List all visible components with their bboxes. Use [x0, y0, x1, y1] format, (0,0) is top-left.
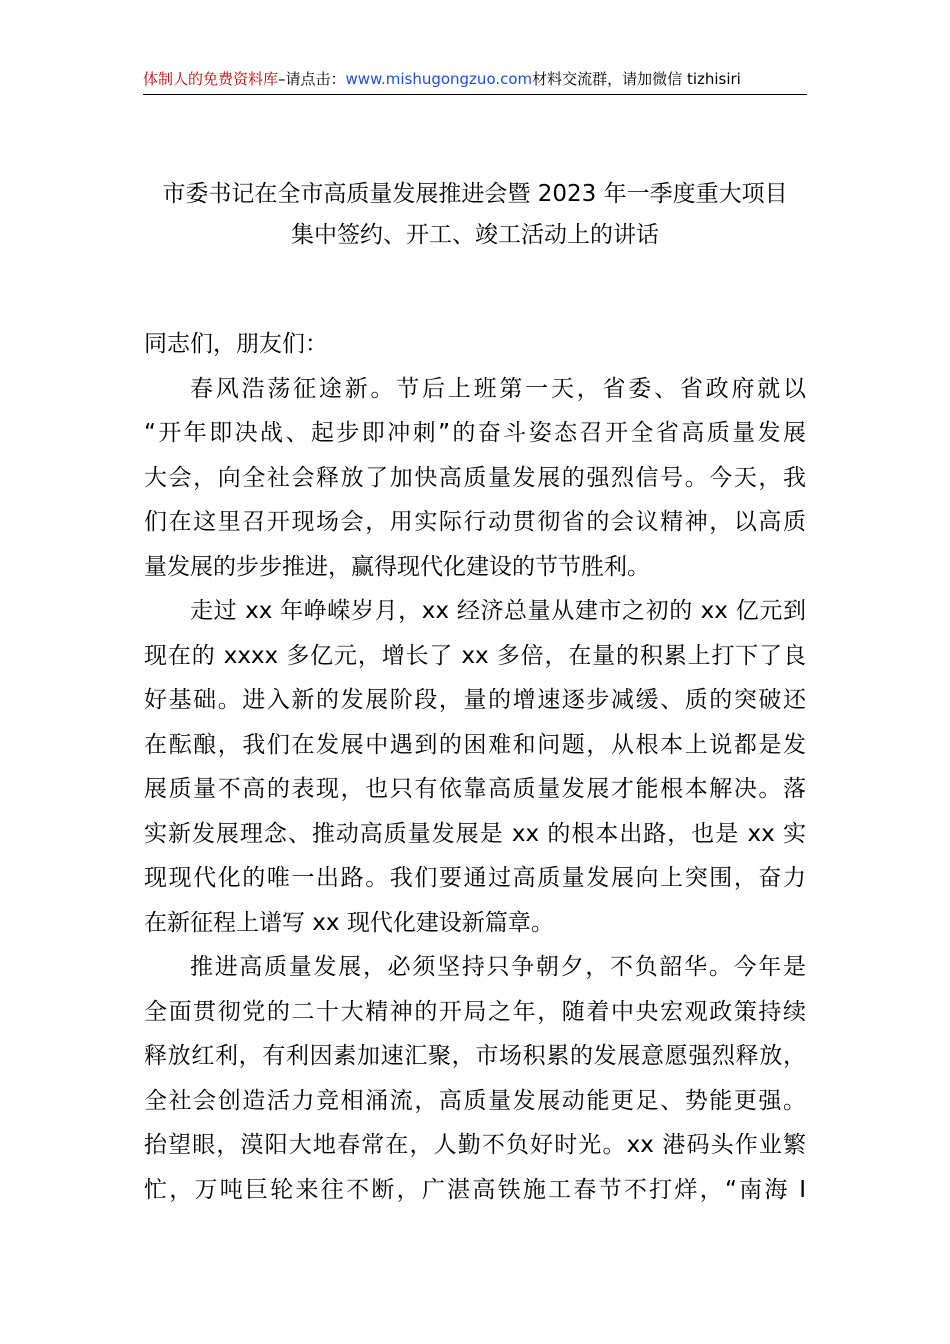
- paragraph-1-line: 量发展的步步推进，赢得现代化建设的节节胜利。: [144, 553, 650, 580]
- document-header: [143, 68, 807, 95]
- paragraph-2-line: 展质量不高的表现，也只有依靠高质量发展才能根本解决。落: [144, 776, 806, 802]
- paragraph-3-line: 忙，万吨巨轮来往不断，广湛高铁施工春节不打烊，“南海 I: [144, 1176, 806, 1203]
- header-url-link[interactable]: www.mishugongzuo.com: [345, 70, 533, 88]
- header-brand: 体制人的免费资料库: [143, 70, 279, 88]
- header-prompt: –请点击：: [278, 70, 346, 88]
- paragraph-2-line: 现在的 xxxx 多亿元，增长了 xx 多倍，在量的积累上打下了良: [144, 642, 806, 669]
- title-line-2: 集中签约、开工、竣工活动上的讲话: [291, 222, 659, 248]
- speech-body: [144, 322, 806, 1212]
- paragraph-3-line: 全社会创造活力竞相涌流，高质量发展动能更足、势能更强。: [144, 1087, 806, 1114]
- title-line-1: 市委书记在全市高质量发展推进会暨 2023 年一季度重大项目: [162, 181, 788, 207]
- paragraph-1-line: 春风浩荡征途新。节后上班第一天，省委、省政府就以: [190, 375, 806, 402]
- paragraph-2-line: 好基础。进入新的发展阶段，量的增速逐步减缓、质的突破还: [144, 687, 806, 713]
- paragraph-2-line: 现现代化的唯一出路。我们要通过高质量发展向上突围，奋力: [144, 865, 806, 891]
- speech-title: [100, 174, 850, 256]
- paragraph-2-line: 实新发展理念、推动高质量发展是 xx 的根本出路，也是 xx 实: [144, 820, 806, 847]
- paragraph-1-line: 们在这里召开现场会，用实际行动贯彻省的会议精神，以高质: [144, 509, 806, 535]
- paragraph-2-line: 走过 xx 年峥嵘岁月，xx 经济总量从建市之初的 xx 亿元到: [190, 598, 806, 624]
- header-contact: 材料交流群，请加微信 tizhisiri: [532, 70, 741, 88]
- paragraph-1-line: 大会，向全社会释放了加快高质量发展的强烈信号。今天，我: [144, 464, 806, 491]
- paragraph-1-line: “开年即决战、起步即冲刺”的奋斗姿态召开全省高质量发展: [144, 420, 806, 446]
- paragraph-3-line: 释放红利，有利因素加速汇聚，市场积累的发展意愿强烈释放，: [144, 1043, 806, 1069]
- paragraph-3-line: 全面贯彻党的二十大精神的开局之年，随着中央宏观政策持续: [144, 998, 806, 1025]
- paragraph-2-line: 在新征程上谱写 xx 现代化建设新篇章。: [144, 909, 554, 936]
- paragraph-3-line: 推进高质量发展，必须坚持只争朝夕，不负韶华。今年是: [190, 954, 806, 980]
- paragraph-2-line: 在酝酿，我们在发展中遇到的困难和问题，从根本上说都是发: [144, 731, 806, 758]
- paragraph-3-line: 抬望眼，漠阳大地春常在，人勤不负好时光。xx 港码头作业繁: [144, 1132, 806, 1158]
- greeting: 同志们，朋友们：: [144, 331, 328, 357]
